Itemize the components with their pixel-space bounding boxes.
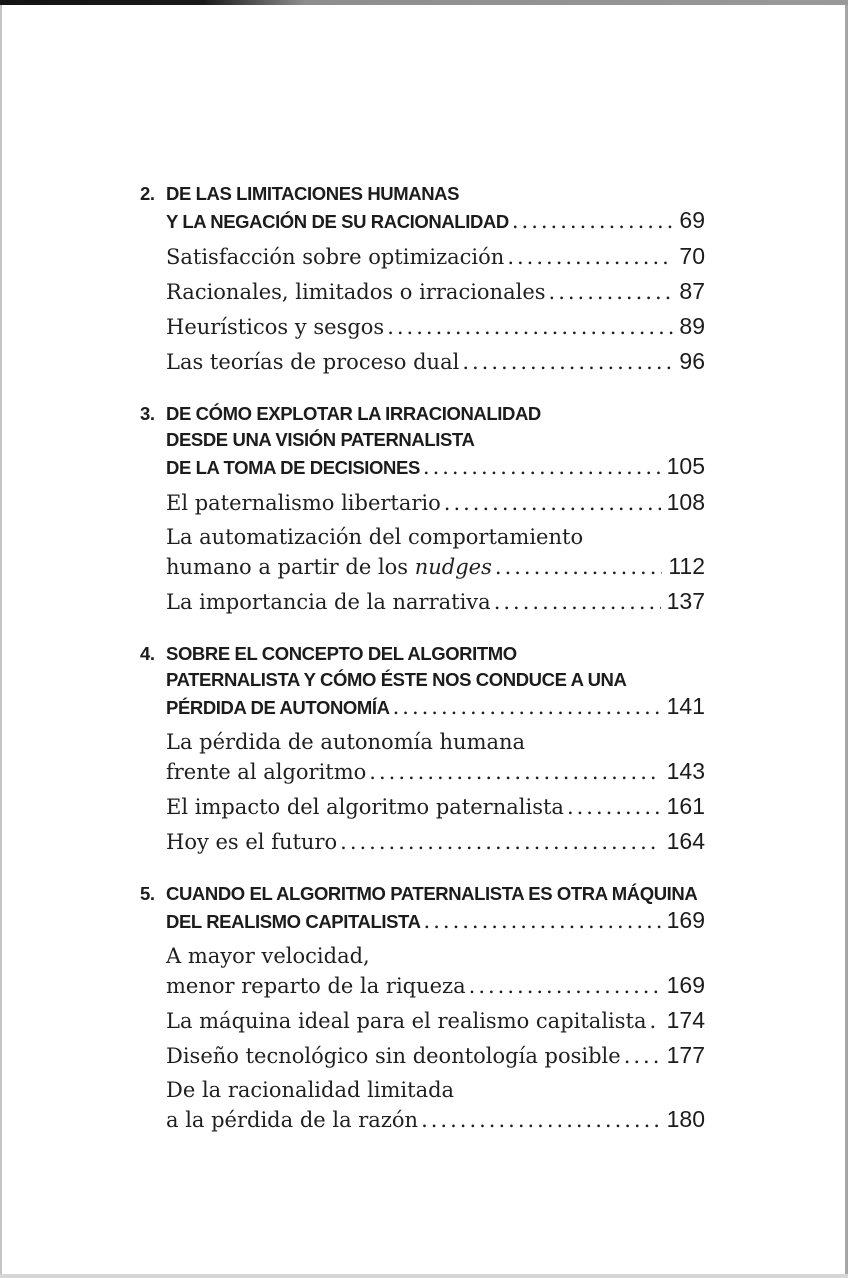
heading-line: DE CÓMO EXPLOTAR LA IRRACIONALIDAD <box>166 403 541 424</box>
toc-entry <box>166 942 705 1001</box>
toc-entry <box>166 1041 705 1071</box>
dot-leader <box>494 588 661 617</box>
dot-leader <box>421 1106 661 1135</box>
heading-line: SOBRE EL CONCEPTO DEL ALGORITMO <box>166 643 517 664</box>
page-number: 137 <box>666 588 705 614</box>
section-entries <box>166 942 705 1135</box>
page-edge-bottom <box>0 1274 848 1278</box>
page-edge-left <box>0 5 2 1274</box>
dot-leader <box>567 793 661 822</box>
page-number: 164 <box>666 828 705 854</box>
page-number: 70 <box>679 243 705 269</box>
entry-title: El paternalismo libertario <box>166 491 441 515</box>
toc-section-2 <box>140 181 705 377</box>
section-number: 4. <box>140 643 155 664</box>
dot-leader <box>444 489 661 518</box>
page-number: 174 <box>666 1007 705 1033</box>
dot-leader <box>423 454 661 481</box>
dot-leader <box>462 348 673 377</box>
entry-title-continued: a la pérdida de la razón <box>166 1108 419 1132</box>
entry-title: Satisfacción sobre optimización <box>166 245 505 269</box>
dot-leader <box>495 553 662 582</box>
heading-line: PÉRDIDA DE AUTONOMÍA ..... 141 <box>166 693 705 721</box>
dot-leader <box>340 828 660 857</box>
dot-leader <box>512 208 674 235</box>
toc-section-3 <box>140 401 705 617</box>
section-heading <box>140 881 705 935</box>
heading-line: Y LA NEGACIÓN DE SU RACIONALIDAD ..... 69 <box>166 207 705 235</box>
heading-line: DESDE UNA VISIÓN PATERNALISTA <box>166 429 475 450</box>
entry-title: Hoy es el futuro <box>166 830 338 854</box>
toc-entry <box>166 1076 705 1135</box>
page-number: 143 <box>666 758 705 784</box>
entry-title-continued: menor reparto de la riqueza <box>166 974 466 998</box>
page-number: 69 <box>679 207 705 233</box>
dot-leader <box>624 1042 661 1071</box>
entry-title: De la racionalidad limitada <box>166 1078 455 1102</box>
toc-entry <box>166 827 705 857</box>
entry-title: Las teorías de proceso dual <box>166 350 460 374</box>
section-number: 2. <box>140 183 155 204</box>
entry-title-italic: nudges <box>414 555 492 579</box>
section-entries <box>166 242 705 377</box>
dot-leader <box>424 908 661 935</box>
dot-leader <box>650 1007 661 1036</box>
toc-entry <box>166 242 705 272</box>
toc-entry <box>166 1006 705 1036</box>
section-number: 5. <box>140 883 155 904</box>
toc-entry <box>166 523 705 582</box>
page-number: 89 <box>679 313 705 339</box>
section-heading <box>140 641 705 721</box>
heading-line: DE LAS LIMITACIONES HUMANAS <box>166 183 460 204</box>
page-number: 161 <box>666 793 705 819</box>
section-heading <box>140 401 705 481</box>
entry-title: Heurísticos y sesgos <box>166 315 385 339</box>
entry-title: Diseño tecnológico sin deontología posible <box>166 1044 621 1068</box>
entry-title-continued: frente al algoritmo <box>166 760 367 784</box>
section-entries <box>166 488 705 617</box>
dot-leader <box>469 972 661 1001</box>
entry-title: A mayor velocidad, <box>166 944 370 968</box>
page-number: 108 <box>666 489 705 515</box>
toc-entry <box>166 277 705 307</box>
toc-section-4 <box>140 641 705 857</box>
heading-line: DEL REALISMO CAPITALISTA ..... 169 <box>166 907 705 935</box>
page-number: 141 <box>666 693 705 719</box>
toc-entry <box>166 488 705 518</box>
entry-title: La automatización del comportamiento <box>166 525 584 549</box>
heading-line: PATERNALISTA Y CÓMO ÉSTE NOS CONDUCE A UNA <box>166 669 627 690</box>
dot-leader <box>369 758 660 787</box>
entry-title-continued: humano a partir de los nudges <box>166 555 492 579</box>
dot-leader <box>393 694 661 721</box>
dot-leader <box>549 278 674 307</box>
toc-entry <box>166 312 705 342</box>
toc-entry <box>166 792 705 822</box>
entry-title: Racionales, limitados o irracionales <box>166 280 546 304</box>
page-number: 105 <box>666 453 705 479</box>
page-number: 112 <box>668 553 705 579</box>
entry-title: La máquina ideal para el realismo capitalista <box>166 1009 647 1033</box>
toc-section-5 <box>140 881 705 1135</box>
entry-title: El impacto del algoritmo paternalista <box>166 795 564 819</box>
heading-line: CUANDO EL ALGORITMO PATERNALISTA ES OTRA MÁQUINA <box>166 883 698 904</box>
entry-title: La pérdida de autonomía humana <box>166 730 526 754</box>
page-number: 177 <box>666 1042 705 1068</box>
page-number: 96 <box>679 348 705 374</box>
section-heading <box>140 181 705 235</box>
page-number: 180 <box>666 1106 705 1132</box>
toc-entry <box>166 728 705 787</box>
page-number: 87 <box>679 278 705 304</box>
page-number: 169 <box>666 907 705 933</box>
toc-content <box>140 181 705 1159</box>
dot-leader <box>507 243 673 272</box>
dot-leader <box>387 313 673 342</box>
toc-entry <box>166 587 705 617</box>
entry-title: La importancia de la narrativa <box>166 590 491 614</box>
toc-entry <box>166 347 705 377</box>
heading-line: DE LA TOMA DE DECISIONES ..... 105 <box>166 453 705 481</box>
page-number: 169 <box>666 972 705 998</box>
section-number: 3. <box>140 403 155 424</box>
section-entries <box>166 728 705 857</box>
page-edge-top <box>0 0 848 5</box>
